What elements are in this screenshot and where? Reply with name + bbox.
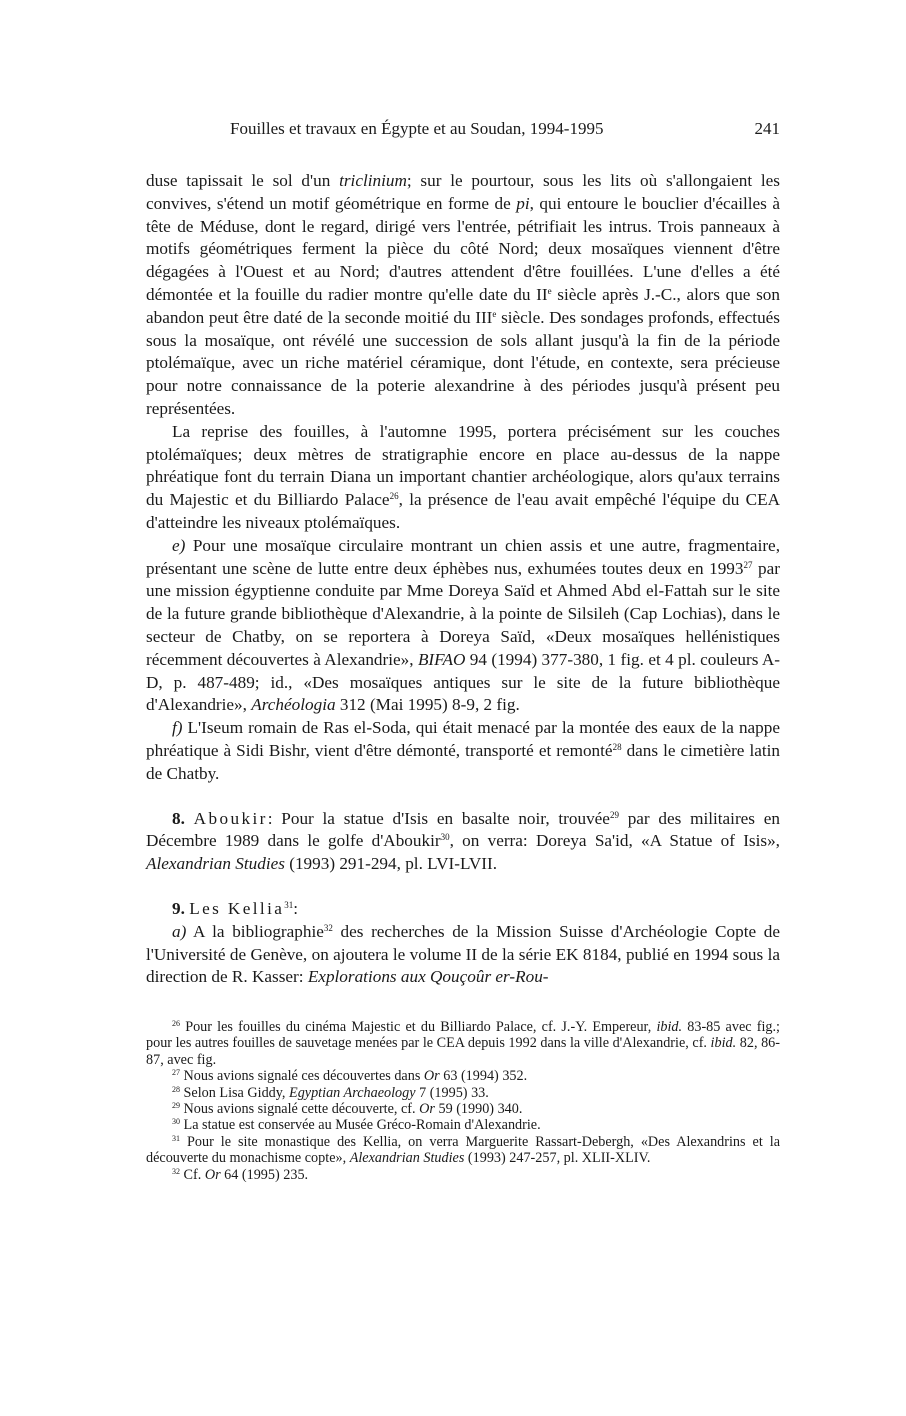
footnote-ref[interactable]: 26 (389, 491, 399, 502)
italic-term: ibid. (710, 1035, 737, 1052)
footnote-number: 30 (172, 1117, 180, 1127)
running-title: Fouilles et travaux en Égypte et au Soudan, 1994-1995 (230, 119, 604, 138)
text-run: duse tapissait le sol d'un (146, 171, 340, 190)
footnote-number: 32 (172, 1166, 180, 1176)
journal-title: Egyptian Archaeology (289, 1084, 416, 1101)
section-number: 9. (172, 898, 185, 918)
footnote-30 (146, 1117, 780, 1133)
text-run: Selon Lisa Giddy, (180, 1084, 290, 1101)
text-run: A la bibliographie (186, 921, 324, 941)
footnote-number: 31 (172, 1133, 180, 1143)
item-letter: e) (172, 535, 186, 555)
section-8-aboukir (146, 808, 780, 876)
item-letter: f) (172, 718, 183, 738)
footnote-number: 29 (172, 1101, 180, 1111)
text-run: Nous avions signalé ces découvertes dans (180, 1068, 424, 1085)
footnote-ref[interactable]: 31 (284, 899, 294, 910)
paragraph-e-mosaique (146, 535, 780, 717)
main-text (146, 170, 780, 989)
journal-title: Or (204, 1166, 221, 1183)
italic-term: ibid. (656, 1019, 683, 1035)
text-run: (1993) 247-257, pl. XLII-XLIV. (464, 1150, 651, 1167)
text-run: , on verra: Doreya Sa'id, «A Statue of Isis», (449, 831, 780, 851)
paragraph-f-iseum (146, 717, 780, 785)
journal-title: Archéologia (251, 695, 336, 715)
footnote-ref[interactable]: 30 (440, 832, 450, 843)
text-run: par des militaires en Décembre 1989 dans le golfe d'Aboukir (146, 808, 780, 851)
text-run: Pour les fouilles du cinéma Majestic et du Billiardo Palace, cf. J.-Y. Empereur, (180, 1019, 657, 1035)
journal-title: Alexandrian Studies (349, 1150, 465, 1167)
footnote-number: 27 (172, 1068, 180, 1078)
footnote-number: 28 (172, 1084, 180, 1094)
superscript-e: e (547, 285, 552, 296)
footnote-number: 26 (172, 1019, 180, 1028)
footnote-ref[interactable]: 27 (743, 559, 753, 570)
section-place-name: Aboukir (193, 808, 268, 828)
section-number: 8. (172, 808, 185, 828)
footnote-ref[interactable]: 29 (609, 809, 619, 820)
text-run: des recherches de la Mission Suisse d'Archéologie Copte de l'Université de Genève, on ajoutera le volume II de la série EK 8184, publié en 1994 sous la direction de R. Kasser: (146, 921, 780, 987)
text-run: 64 (1995) 235. (220, 1166, 309, 1183)
text-run: 7 (1995) 33. (415, 1084, 489, 1101)
item-letter: a) (172, 921, 187, 941)
superscript-e: e (492, 308, 497, 319)
footnote-27 (146, 1068, 780, 1084)
journal-title: BIFAO (417, 649, 466, 669)
text-run: Pour le site monastique des Kellia, on verra Marguerite Rassart-Debergh, «Des Alexandrins et la découverte du monachisme copte», (146, 1133, 780, 1167)
footnote-32 (146, 1167, 780, 1183)
text-run: 94 (1994) 377-380, 1 fig. et 4 pl. couleurs A-D, p. 487-489; id., «Des mosaïques antiques sur le site de la future bibliothèque d'Alexandrie», (146, 649, 780, 715)
text-run: siècle. Des sondages profonds, effectués sous la mosaïque, ont révélé une succession de sols allant jusqu'à la fin de la période ptolémaïque, avec un riche matériel céramique, dont l'étude, en contexte, sera précieuse pour notre connaissance de la poterie alexandrine à des périodes jusqu'à présent peu représentées. (146, 307, 780, 418)
text-run: , la présence de l'eau avait empêché l'équipe du CEA d'atteindre les niveaux ptolémaïques. (146, 490, 780, 532)
text-run: Cf. (180, 1166, 205, 1183)
text-run: siècle après J.-C., alors que son abandon peut être daté de la seconde moitié du III (146, 284, 780, 327)
journal-title: Or (419, 1101, 435, 1118)
footnote-ref[interactable]: 28 (612, 741, 622, 752)
paragraph-reprise (146, 421, 780, 535)
text-run: 312 (Mai 1995) 8-9, 2 fig. (335, 695, 520, 715)
text-run: La reprise des fouilles, à l'automne 1995, portera précisément sur les couches ptolémaïques; deux mètres de stratigraphie encore en place au-dessus de la nappe phréatique font du terrain Diana un important chantier archéologique, alors qu'aux terrains du Majestic et du Billiardo Palace (146, 421, 780, 510)
text-run: 63 (1994) 352. (439, 1068, 528, 1085)
text-run: L'Iseum romain de Ras el-Soda, qui était menacé par la montée des eaux de la nappe phréatique à Sidi Bishr, vient d'être démonté, transporté et remonté (146, 718, 780, 760)
text-run: par une mission égyptienne conduite par Mme Doreya Saïd et Ahmed Abd el-Fattah sur le site de la future grande bibliothèque d'Alexandrie, à la pointe de Silsileh (Cap Lochias), dans le secteur de Chatby, on se reportera à Doreya Saïd, «Deux mosaïques hellénistiques récemment découvertes à Alexandrie», (146, 558, 780, 669)
footnote-28 (146, 1085, 780, 1101)
journal-title: Alexandrian Studies (146, 854, 285, 874)
footnote-29 (146, 1101, 780, 1117)
section-9-kellia (146, 898, 780, 921)
book-title: Explorations aux Qouçoûr er-Rou- (307, 967, 549, 987)
text-run: Nous avions signalé cette découverte, cf. (180, 1101, 420, 1118)
text-run: ; sur le pourtour, sous les lits où s'allongaient les convives, s'étend un motif géométrique en forme de (146, 171, 780, 213)
text-run: 82, 86-87, avec fig. (146, 1035, 780, 1068)
paragraph-triclinium (146, 170, 780, 421)
text-run: Pour une mosaïque circulaire montrant un chien assis et une autre, fragmentaire, présentant une scène de lutte entre deux éphèbes nus, exhumées toutes deux en 1993 (146, 535, 780, 578)
italic-term: pi (516, 193, 530, 213)
italic-term: triclinium (339, 171, 407, 190)
footnote-26 (146, 1019, 780, 1068)
text-run: : Pour la statue d'Isis en basalte noir, trouvée (267, 808, 610, 828)
text-run: dans le cimetière latin de Chatby. (146, 740, 780, 783)
footnotes (146, 1019, 780, 1183)
section-place-name: Les Kellia (189, 898, 285, 918)
page-number: 241 (754, 119, 780, 138)
footnote-31 (146, 1134, 780, 1167)
text-run: 59 (1990) 340. (434, 1101, 523, 1118)
paragraph-a-bibliographie (146, 921, 780, 989)
text-run: 83-85 avec fig.; pour les autres fouilles de sauvetage menées par le CEA depuis 1992 dans la ville d'Alexandrie, cf. (146, 1019, 780, 1052)
journal-title: Or (423, 1068, 440, 1085)
text-run: : (293, 898, 299, 918)
text-run: , qui entoure le bouclier d'écailles à tête de Méduse, dont le regard, dirigé vers l'entrée, pétrifiait les intrus. Trois panneaux à motifs géométriques ferment la pièce du côté Nord; deux mosaïques viennent d'être dégagées à l'Ouest et au Nord; d'autres attendent d'être fouillées. L'une d'elles a été démontée et la fouille du radier montre qu'elle date du II (146, 193, 780, 304)
text-run: La statue est conservée au Musée Gréco-Romain d'Alexandrie. (180, 1117, 541, 1134)
footnote-ref[interactable]: 32 (323, 922, 333, 933)
text-run: (1993) 291-294, pl. LVI-LVII. (284, 854, 498, 874)
